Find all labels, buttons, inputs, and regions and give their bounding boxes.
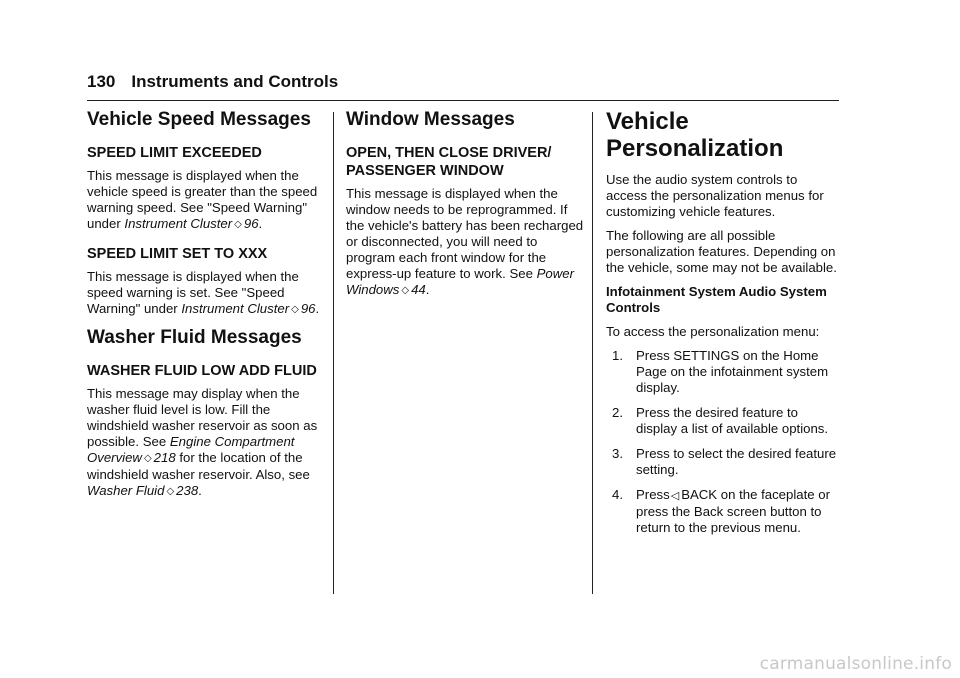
page-reference-arrow-icon: ◇ — [401, 285, 410, 296]
list-item — [606, 348, 842, 396]
engine-compartment-link[interactable]: Engine Compartment Overview — [87, 434, 295, 465]
washer-fluid-messages-heading: Washer Fluid Messages — [87, 327, 302, 348]
washer-fluid-low-text: This message may display when the washer fluid level is low. Fill the windshield washer reservoir as soon as possible. See Engine Compartment Overview ◇ 218 for the location of the windshield washer reservoir. Also, see Washer Fluid ◇ 238. — [87, 386, 318, 498]
step-text: Press — [636, 487, 670, 502]
column-1 — [87, 108, 323, 508]
vehicle-speed-messages-heading: Vehicle Speed Messages — [87, 109, 311, 130]
speed-limit-set-text: This message is displayed when the speed warning is set. See "Speed Warning" under Instrument Cluster ◇ 96. — [87, 269, 320, 316]
speed-limit-set-heading: SPEED LIMIT SET TO XXX — [87, 246, 268, 262]
page-reference[interactable]: 238 — [176, 483, 199, 498]
column-divider — [333, 112, 334, 594]
back-triangle-icon: ◁ — [670, 490, 680, 502]
possible-features-text: The following are all possible personalization features. Depending on the vehicle, some may not be available. — [606, 228, 837, 275]
page-reference[interactable]: 44 — [411, 282, 426, 297]
speed-limit-exceeded-text: This message is displayed when the vehicle speed is greater than the speed warning speed. See "Speed Warning" under Instrument Cluster ◇ 96. — [87, 168, 318, 231]
watermark: carmanualsonline.info — [759, 654, 952, 674]
column-divider — [592, 112, 593, 594]
window-messages-heading: Window Messages — [346, 109, 515, 130]
list-item — [606, 446, 842, 478]
list-item — [606, 487, 842, 536]
step-text: Press the desired feature to display a list of available options. — [636, 405, 829, 436]
washer-fluid-link[interactable]: Washer Fluid — [87, 483, 165, 498]
step-text: BACK on the faceplate or press the Back screen button to return to the previous menu. — [636, 487, 831, 535]
list-item — [606, 405, 842, 437]
step-number: 1. — [612, 348, 623, 363]
speed-limit-exceeded-heading: SPEED LIMIT EXCEEDED — [87, 145, 262, 161]
open-close-window-heading: OPEN, THEN CLOSE DRIVER/ PASSENGER WINDOW — [346, 145, 552, 179]
step-text: Press to select the desired feature setting. — [636, 446, 837, 477]
section-title: Instruments and Controls — [131, 72, 339, 91]
washer-fluid-low-heading: WASHER FLUID LOW ADD FLUID — [87, 363, 317, 379]
open-close-window-text: This message is displayed when the window needs to be reprogrammed. If the vehicle's battery has been recharged or disconnected, you will need to program each front window for the express-up feature to work. See Power Windows ◇ 44. — [346, 186, 584, 297]
page-reference[interactable]: 218 — [153, 450, 176, 465]
step-number: 3. — [612, 446, 623, 461]
page-reference-arrow-icon: ◇ — [234, 219, 242, 230]
step-number: 4. — [612, 487, 623, 502]
page-number: 130 — [87, 72, 116, 91]
page-reference-arrow-icon: ◇ — [291, 304, 299, 315]
page-header — [87, 72, 839, 101]
infotainment-controls-heading: Infotainment System Audio System Controls — [606, 284, 827, 315]
page-reference-arrow-icon: ◇ — [166, 486, 175, 497]
vehicle-personalization-heading: Vehicle Personalization — [606, 108, 784, 162]
intro-text: Use the audio system controls to access the personalization menus for customizing vehicle features. — [606, 172, 824, 219]
access-menu-text: To access the personalization menu: — [606, 324, 820, 339]
steps-list — [606, 348, 842, 536]
power-windows-link[interactable]: Power Windows — [346, 266, 574, 297]
instrument-cluster-link[interactable]: Instrument Cluster — [181, 301, 290, 316]
instrument-cluster-link[interactable]: Instrument Cluster — [124, 216, 233, 231]
column-3 — [606, 108, 842, 545]
column-2 — [346, 108, 586, 307]
page-reference-arrow-icon: ◇ — [143, 453, 152, 464]
step-text: Press SETTINGS on the Home Page on the infotainment system display. — [636, 348, 829, 395]
page-reference[interactable]: 96 — [300, 301, 316, 316]
step-number: 2. — [612, 405, 623, 420]
page-reference[interactable]: 96 — [243, 216, 259, 231]
